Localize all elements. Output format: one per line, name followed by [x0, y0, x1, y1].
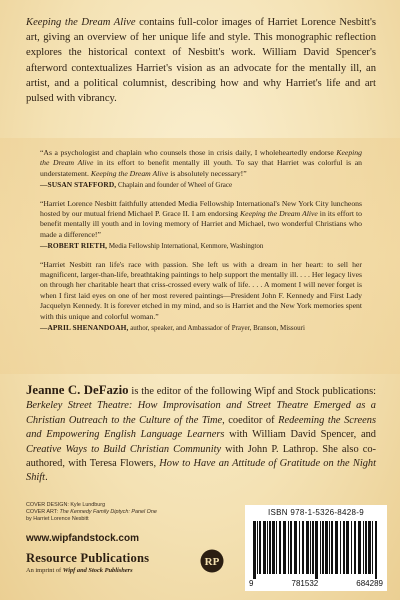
book-ref: How to Have an Attitude of Gratitude on the Night Shift [26, 458, 376, 484]
barcode-digits: 9 781532 684289 [249, 579, 383, 588]
publisher-name: Resource Publications [26, 551, 150, 565]
endorsement-attribution [40, 323, 362, 333]
endorsements [40, 148, 362, 342]
author-name: Jeanne C. DeFazio [26, 383, 129, 397]
endorser-role: Chaplain and founder of Wheel of Grace [117, 181, 233, 190]
description-text: contains full-color images of Harriet Lorence Nesbitt's art, giving an overview of her unique life and style. This monographic reflection explores the historical context of Nesbitt's work. William David Spencer's afterword contextualizes Harriet's vision as an advocate for the mentally ill, an artist, and a political columnist, describing how and why Harriet's life and art pulsed with vibrancy. [26, 17, 376, 105]
cover-art-credit: COVER ART: The Kennedy Family Diptych: Panel One [26, 509, 157, 516]
cover-credits [26, 502, 157, 524]
publisher-subline: An imprint of Wipf and Stock Publishers [26, 567, 133, 574]
book-ref: Berkeley Street Theatre: How Improvisation and Street Theatre Emerged as a Christian Outreach to the Culture of the Time [26, 400, 376, 426]
endorsement-quote: “Harriet Lorence Nesbitt faithfully attended Media Fellowship International's New York City luncheons hosted by our mutual friend Michael P. Grace II. I am endorsing Keeping the Dream Alive in its effort to benefit mentally ill youth and in loving memory of Harriet and Michael, two wonderful Christians who made a difference!” [40, 198, 362, 239]
book-ref: Redeeming the Screens and Empowering English Language Learners [26, 414, 376, 441]
endorser-name: —SUSAN STAFFORD, [40, 180, 117, 190]
author-bio: Jeanne C. DeFazio is the editor of the following Wipf and Stock publications: Berkeley Street Theatre: How Improvisation and Street Theatre Emerged as a Christian Outreach to the Culture of the Time, coeditor of Redeeming the Screens and Empowering English Language Learners with William David Spencer, and Creative Ways to Build Christian Community with John P. Lathrop. She also co-authored, with Teresa Flowers, How to Have an Attitude of Gratitude on the Night Shift. [26, 383, 376, 484]
endorsement [40, 148, 362, 191]
book-title: Keeping the Dream Alive [26, 17, 136, 28]
barcode [245, 505, 387, 591]
barcode-bars-icon [251, 521, 381, 579]
endorsement [40, 199, 362, 252]
endorsement-quote: “Harriet Nesbitt ran life's race with passion. She left us with a dream in her heart: to sell her magnificent, larger-than-life, breathtaking paintings to help support the mentally ill. . . . Her legacy lives on through her charitable heart that criss-crossed every walk of life. . . . A moment I will never forget is when I first laid eyes on one of her most revered paintings—President John F. Kennedy and First Lady Jacquelyn Kennedy. It is forever etched in my mind, and so is Harriet and the New York memories spent with this unique and colorful woman.” [40, 259, 362, 321]
endorsement-attribution [40, 241, 362, 251]
cover-design-credit: COVER DESIGN: Kyle Lundburg [26, 502, 106, 508]
rp-logo-text: RP [204, 556, 220, 568]
endorser-role: Media Fellowship International, Kenmore, Washington [108, 242, 264, 251]
publisher-imprint [26, 551, 196, 574]
isbn-label: ISBN 978-1-5326-8428-9 [268, 508, 364, 517]
endorser-name: —APRIL SHENANDOAH, [40, 323, 129, 333]
rp-logo-icon [200, 549, 224, 573]
endorsement-quote: “As a psychologist and chaplain who counsels those in crisis daily, I wholeheartedly endorse Keeping the Dream Alive in its effort to benefit mentally ill youth. To say that Harriet was colorful is an understatement. Keeping the Dream Alive is absolutely necessary!” [40, 148, 363, 178]
book-description [26, 15, 376, 106]
cover-art-artist: by Harriet Lorence Nesbitt [26, 516, 89, 523]
endorser-role: author, speaker, and Ambassador of Prayer, Branson, Missouri [130, 324, 305, 333]
book-ref: Creative Ways to Build Christian Community [26, 443, 222, 455]
publisher-url: www.wipfandstock.com [26, 533, 139, 544]
endorser-name: —ROBERT RIETH, [40, 241, 108, 251]
endorsement [40, 260, 362, 334]
endorsement-attribution [40, 180, 362, 190]
